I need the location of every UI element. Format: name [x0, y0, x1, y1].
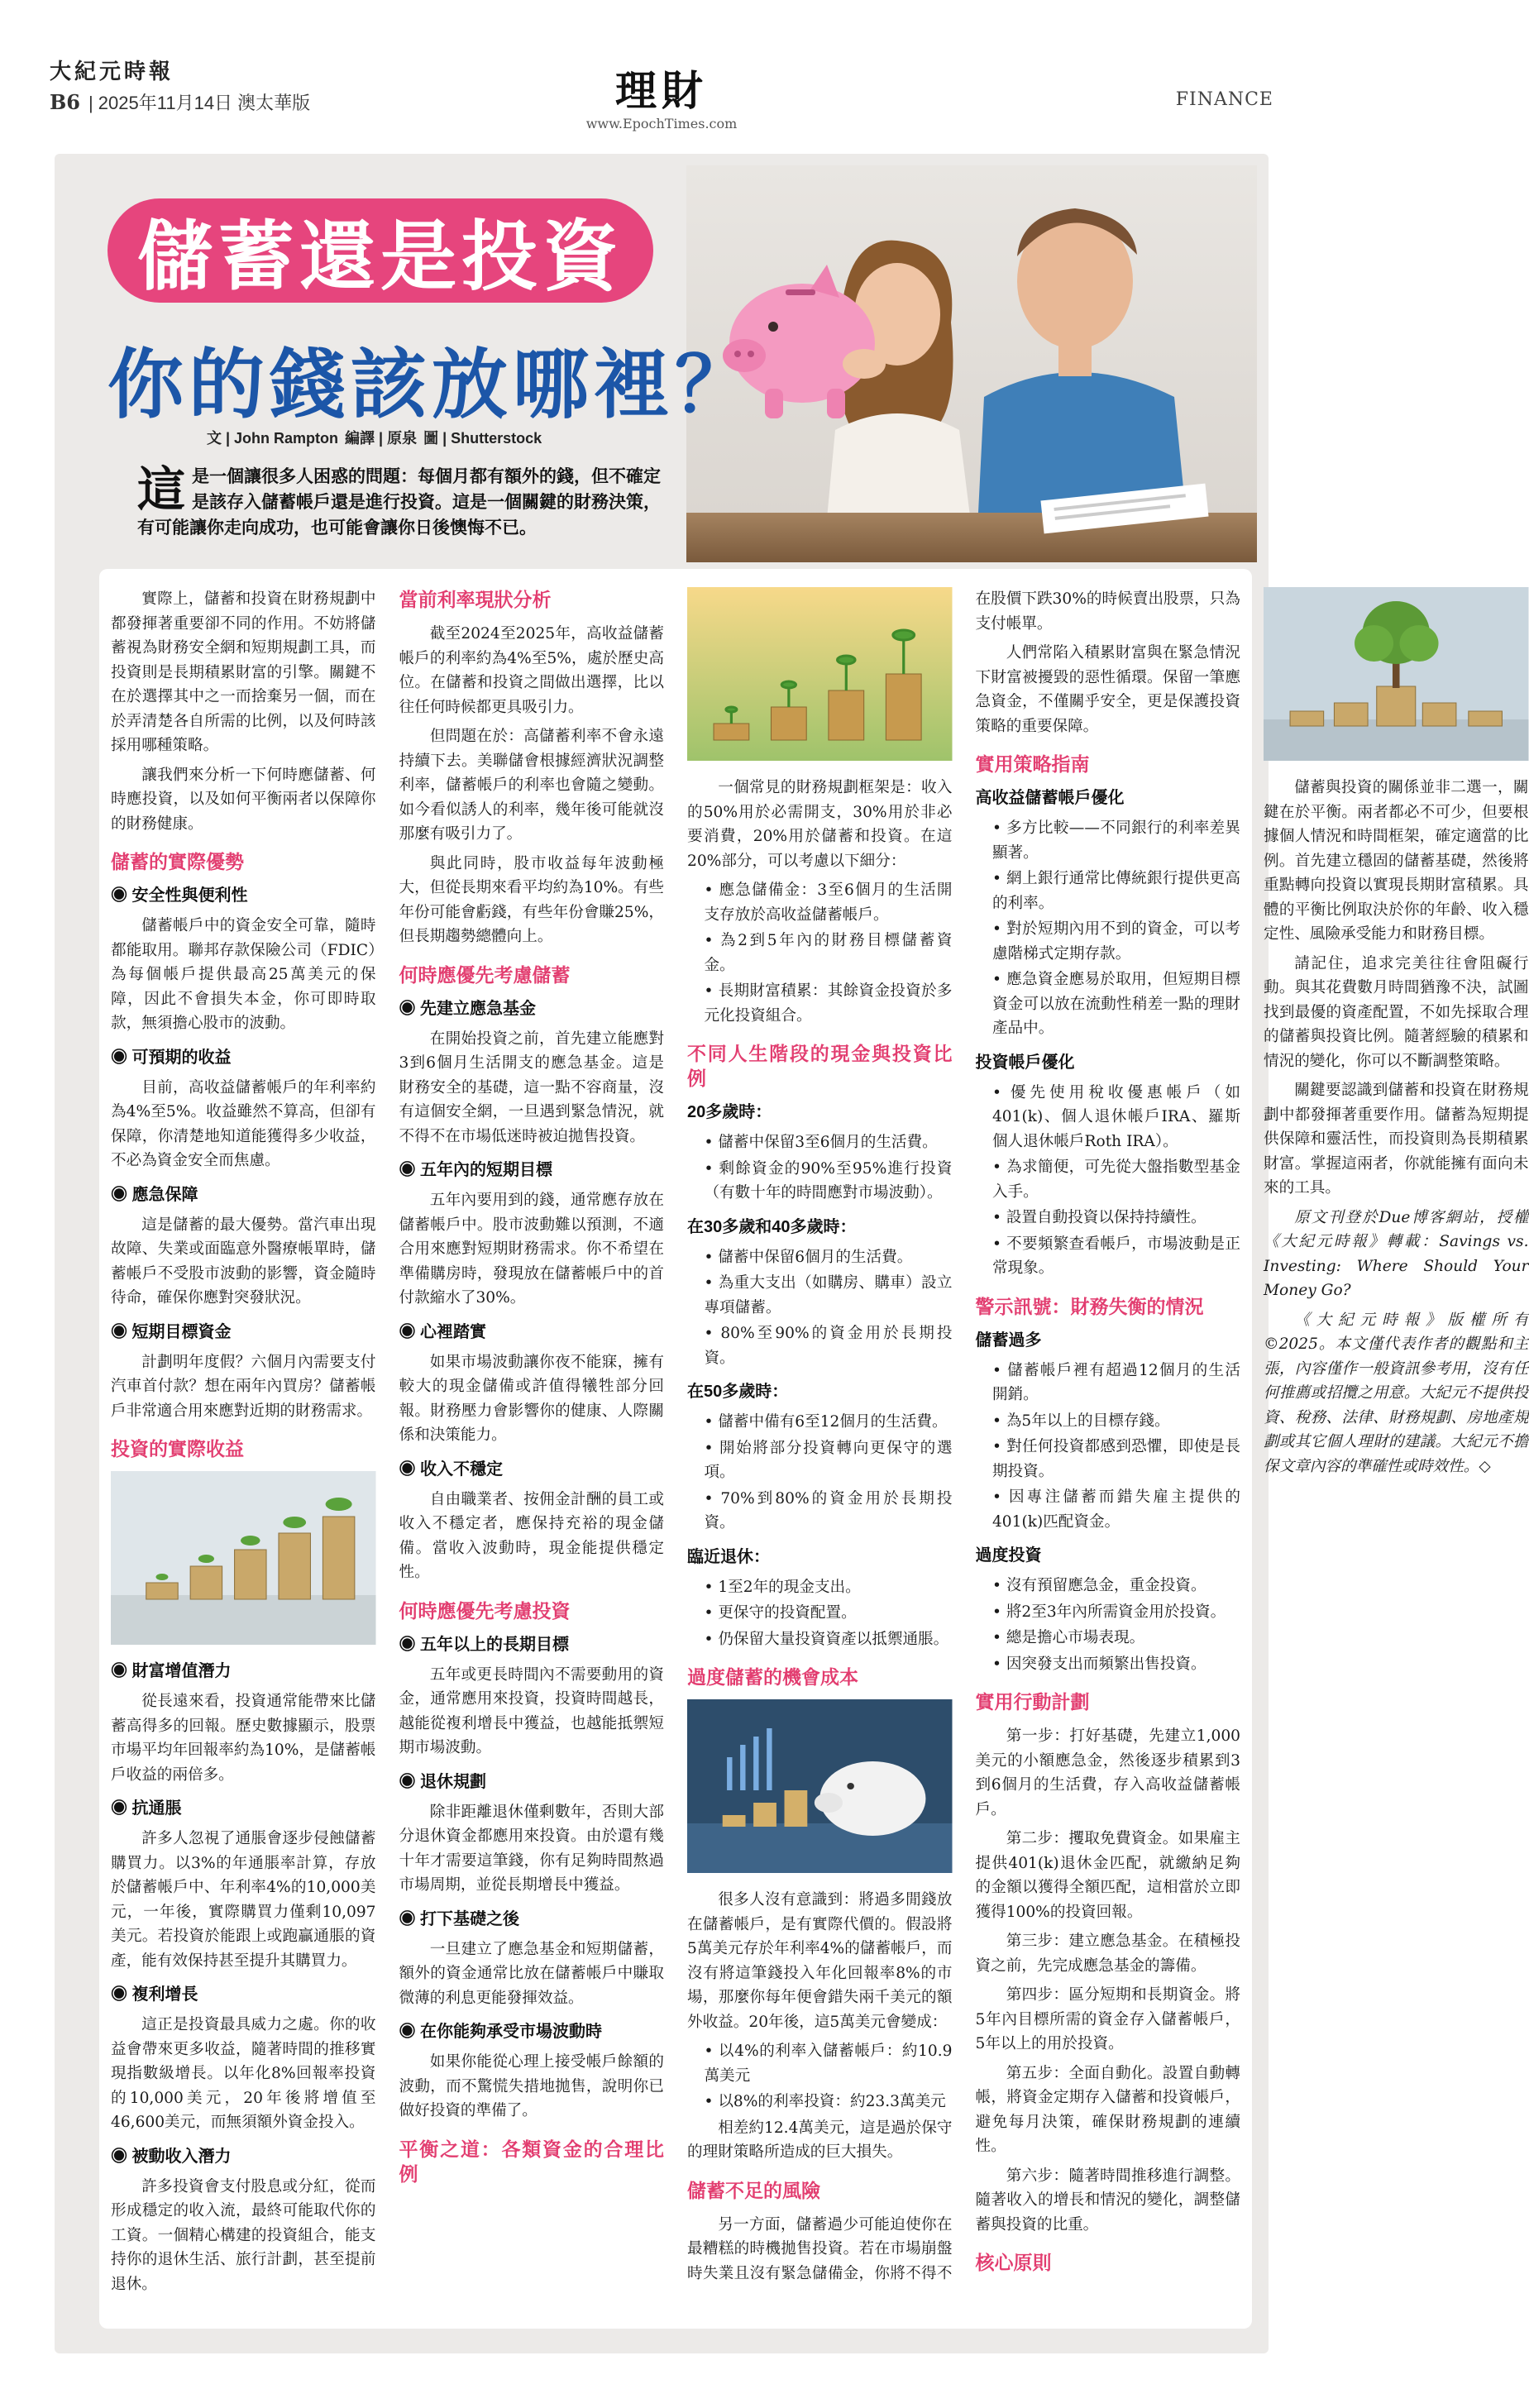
- article-columns: [111, 587, 1529, 2315]
- subheading: 過度投資: [975, 1546, 1042, 1565]
- subheading: ◉ 收入不穩定: [399, 1460, 504, 1479]
- subheading: ◉ 抗通脹: [111, 1799, 182, 1818]
- subheading: 臨近退休：: [687, 1547, 770, 1566]
- paragraph: 實際上，儲蓄和投資在財務規劃中都發揮著重要卻不同的作用。不妨將儲蓄視為財務安全網和短期規劃工具，而投資則是長期積累財富的引擎。關鍵不在於選擇其中之一而捨棄另一個，而在於弄清楚各自所需的比例，以及何時該採用哪種策略。: [111, 590, 376, 754]
- bullet-item: • 對任何投資都感到恐懼，即使是長期投資。: [991, 1438, 1240, 1480]
- bullet-item: • 長期財富積累：其餘資金投資於多元化投資組合。: [704, 982, 953, 1025]
- bullet-item: • 70%到80%的資金用於長期投資。: [704, 1489, 953, 1531]
- section-heading: 何時應優先考慮儲蓄: [399, 963, 571, 986]
- bullet-item: • 因專注儲蓄而錯失雇主提供的401(k)匹配資金。: [991, 1488, 1240, 1531]
- subheading: ◉ 複利增長: [111, 1985, 198, 2004]
- hero-photo: [686, 165, 1257, 562]
- section-heading: 實用策略指南: [975, 753, 1090, 775]
- paragraph: 一個常見的財務規劃框架是：收入的50%用於必需開支，30%用於非必要消費，20%用於儲蓄和投資。在這20%部分，可以考慮以下細分：: [687, 779, 953, 870]
- coins-sunset-image: [687, 587, 953, 761]
- paragraph: 請記住，追求完美往往會阻礙行動。與其花費數月時間猶豫不決，試圖找到最優的資產配置，不如先採取合理的儲蓄與投資比例。隨著經驗的積累和情況的變化，你可以不斷調整策略。: [1264, 954, 1529, 1070]
- title-pill: [108, 198, 653, 303]
- subheading: ◉ 五年以上的長期目標: [399, 1635, 570, 1654]
- bullet-item: • 1至2年的現金支出。: [704, 1578, 861, 1596]
- copyright-note: 《大紀元時報》版權所有©2025。本文僅代表作者的觀點和主張，內容僅作一般資訊參考用，沒有任何推薦或招攬之用意。大紀元不提供投資、稅務、法律、財務規劃、房地產規劃或其它個人理財的建議。大紀元不擔保文章內容的準確性或時效性。◇: [1264, 1311, 1529, 1475]
- drop-cap: 這: [137, 461, 186, 518]
- section-heading: 平衡之道：各類資金的合理比例: [399, 2138, 664, 2185]
- bullet-item: • 優先使用稅收優惠帳戶（如401(k)、個人退休帳戶IRA、羅斯個人退休帳戶Roth IRA）。: [991, 1083, 1240, 1150]
- bullet-item: • 儲蓄中備有6至12個月的生活費。: [704, 1413, 948, 1431]
- bullet-item: • 仍保留大量投資資產以抵禦通脹。: [704, 1630, 949, 1648]
- section-heading: 核心原則: [975, 2252, 1052, 2273]
- paragraph: 在開始投資之前，首先建立能應對3到6個月生活開支的應急基金。這是財務安全的基礎，這一點不容商量，沒有這個安全網，一旦遇到緊急情況，就不得不在市場低迷時被迫拋售投資。: [399, 1030, 664, 1145]
- brand-logo: 大紀元時報: [50, 60, 174, 84]
- paragraph: 很多人沒有意識到：將過多閒錢放在儲蓄帳戶，是有實際代價的。假設將5萬美元存於年利率4%的儲蓄帳戶，而沒有將這筆錢投入年化回報率8%的市場，那麼你每年便會錯失兩千美元的額外收益。20年後，這5萬美元會變成：: [687, 1891, 953, 2031]
- paragraph: 這正是投資最具威力之處。你的收益會帶來更多收益，隨著時間的推移實現指數級增長。以年化8%回報率投資的10,000美元，20年後將增值至46,600美元，而無須額外資金投入。: [111, 2016, 376, 2131]
- subheading: ◉ 應急保障: [111, 1185, 198, 1204]
- byline-translator: 編譯 | 原泉: [345, 430, 418, 447]
- byline: [207, 427, 542, 448]
- paragraph: 與此同時，股市收益每年波動極大，但從長期來看平均約為10%。有些年份可能會虧錢，有些年份會賺25%，但長期趨勢總體向上。: [399, 854, 664, 945]
- bullet-item: • 為重大支出（如購房、購車）設立專項儲蓄。: [704, 1274, 953, 1316]
- website-url[interactable]: www.EpochTimes.com: [585, 116, 738, 131]
- section-heading: 警示訊號：財務失衡的情況: [975, 1295, 1204, 1317]
- subheading: 在50多歲時：: [687, 1383, 789, 1401]
- byline-photo: 圖 | Shutterstock: [423, 430, 542, 447]
- subheading: ◉ 先建立應急基金: [399, 999, 537, 1018]
- section-title: 理財: [615, 66, 708, 115]
- paragraph: 自由職業者、按佣金計酬的員工或收入不穩定者，應保持充裕的現金儲備。當收入波動時，現金能提供穩定性。: [399, 1490, 664, 1581]
- paragraph: 這是儲蓄的最大優勢。當汽車出現故障、失業或面臨意外醫療帳單時，儲蓄帳戶不受股市波動的影響，資金隨時待命，確保你應對突發狀況。: [111, 1216, 376, 1307]
- subheading: ◉ 五年內的短期目標: [399, 1161, 553, 1179]
- bullet-item: • 網上銀行通常比傳統銀行提供更高的利率。: [991, 870, 1240, 912]
- lead-paragraph: [137, 463, 667, 540]
- paragraph: 如果你能從心理上接受帳戶餘額的波動，而不驚慌失措地拋售，說明你已做好投資的準備了。: [399, 2053, 664, 2119]
- masthead: [50, 55, 1273, 146]
- subheading: 20多歲時：: [687, 1103, 772, 1121]
- paragraph: 計劃明年度假？六個月內需要支付汽車首付款？想在兩年內買房？儲蓄帳戶非常適合用來應對近期的財務需求。: [111, 1353, 376, 1420]
- bullet-item: • 不要頻繁查看帳戶，市場波動是正常現象。: [991, 1235, 1240, 1277]
- bullet-item: • 因突發支出而頻繁出售投資。: [991, 1655, 1206, 1673]
- bullet-item: • 剩餘資金的90%至95%進行投資（有數十年的時間應對市場波動）。: [704, 1159, 953, 1202]
- subheading: ◉ 退休規劃: [399, 1772, 487, 1791]
- subheading: ◉ 財富增值潛力: [111, 1662, 232, 1680]
- lead-text: 是一個讓很多人困惑的問題：每個月都有額外的錢，但不確定是該存入儲蓄帳戶還是進行投資。這是一個關鍵的財務決策，有可能讓你走向成功，也可能會讓你日後懊悔不已。: [137, 466, 662, 538]
- bullet-item: • 對於短期內用不到的資金，可以考慮階梯式定期存款。: [991, 920, 1240, 963]
- paragraph: 儲蓄與投資的關係並非二選一，關鍵在於平衡。兩者都必不可少，但要根據個人情況和時間框架，確定適當的比例。首先建立穩固的儲蓄基礎，然後將重點轉向投資以實現長期財富積累。具體的平衡比例取決於你的年齡、收入穩定性、風險承受能力和財務目標。: [1264, 779, 1529, 943]
- source-note: 原文刊登於Due博客網站，授權《大紀元時報》轉載：Savings vs. Investing: Where Should Your Money Go?: [1264, 1208, 1529, 1299]
- bullet-item: • 設置自動投資以保持持續性。: [991, 1209, 1206, 1226]
- paragraph: 許多投資會支付股息或分紅，從而形成穩定的收入流，最終可能取代你的工資。一個精心構建的投資組合，能支持你的退休生活、旅行計劃，甚至提前退休。: [111, 2177, 376, 2293]
- paragraph: 關鍵要認識到儲蓄和投資在財務規劃中都發揮著重要作用。儲蓄為短期提供保障和靈活性，而投資則為長期積累財富。掌握這兩者，你就能擁有面向未來的工具。: [1264, 1082, 1529, 1197]
- subheading: 在30多歲和40多歲時：: [687, 1217, 857, 1236]
- section-heading: 何時應優先考慮投資: [399, 1599, 571, 1622]
- bullet-item: • 更保守的投資配置。: [704, 1604, 857, 1622]
- paragraph: 五年內要用到的錢，通常應存放在儲蓄帳戶中。股市波動難以預測，不適合用來應對短期財務需求。你不希望在準備購房時，發現放在儲蓄帳戶中的首付款縮水了30%。: [399, 1192, 664, 1307]
- section-heading: 不同人生階段的現金與投資比例: [687, 1043, 953, 1089]
- paragraph: 目前，高收益儲蓄帳戶的年利率約為4%至5%。收益雖然不算高，但卻有保障，你清楚地知道能獲得多少收益，不必為資金安全而焦慮。: [111, 1078, 376, 1169]
- byline-author: 文 | John Rampton: [207, 430, 339, 447]
- paragraph: 第二步：攫取免費資金。如果雇主提供401(k)退休金匹配，就繳納足夠的金額以獲得全額匹配，這相當於立即獲得100%的投資回報。: [975, 1830, 1240, 1921]
- bullet-item: • 以8%的利率投資：約23.3萬美元: [704, 2093, 946, 2110]
- paragraph: 讓我們來分析一下何時應儲蓄、何時應投資，以及如何平衡兩者以保障你的財務健康。: [111, 766, 376, 833]
- bullet-item: • 為2到5年內的財務目標儲蓄資金。: [704, 932, 953, 974]
- paragraph: 如果市場波動讓你夜不能寐，擁有較大的現金儲備或許值得犧牲部分回報。財務壓力會影響你的健康、人際關係和決策能力。: [399, 1353, 664, 1444]
- paragraph: 第四步：區分短期和長期資金。將5年內目標所需的資金存入儲蓄帳戶，5年以上的用於投資。: [975, 1986, 1240, 2052]
- coins-plant-image: [111, 1471, 376, 1645]
- section-heading: 過度儲蓄的機會成本: [687, 1666, 858, 1688]
- section-heading: 儲蓄的實際優勢: [111, 851, 244, 872]
- bullet-item: • 總是擔心市場表現。: [991, 1629, 1145, 1646]
- paragraph: 儲蓄帳戶中的資金安全可靠，隨時都能取用。聯邦存款保險公司（FDIC）為每個帳戶提供最高25萬美元的保障，因此不會損失本金，你可即時取款，無須擔心股市的波動。: [111, 917, 376, 1032]
- subheading: ◉ 在你能夠承受市場波動時: [399, 2023, 603, 2041]
- paragraph: 另一方面，儲蓄過少可能迫使你在最糟糕的時機拋售投資。若在市場崩盤時失業且沒有緊急儲備金，你將不得不在股價下跌30%的時候賣出股票，只為支付帳單。: [687, 590, 1240, 2282]
- page-number: B6: [50, 90, 80, 114]
- subheading: 投資帳戶優化: [975, 1053, 1075, 1072]
- subheading: 儲蓄過多: [975, 1331, 1042, 1350]
- subheading: ◉ 可預期的收益: [111, 1048, 232, 1067]
- tree-coins-image: [1264, 587, 1529, 761]
- page-info: [50, 89, 310, 115]
- paragraph: 從長遠來看，投資通常能帶來比儲蓄高得多的回報。歷史數據顯示，股票市場平均年回報率約為10%，是儲蓄帳戶收益的兩倍多。: [111, 1693, 376, 1784]
- paragraph: 人們常陷入積累財富與在緊急情況下財富被擾毀的惡性循環。保留一筆應急資金，不僅關乎安全，更是保護投資策略的重要保障。: [975, 644, 1240, 735]
- subheading: ◉ 被動收入潛力: [111, 2147, 232, 2166]
- section-heading: 儲蓄不足的風險: [687, 2179, 820, 2201]
- piggy-bank-image: [687, 1699, 953, 1873]
- subheadline: 你的錢該放哪裡？: [108, 343, 757, 428]
- subheading: ◉ 打下基礎之後: [399, 1909, 520, 1928]
- bullet-item: • 沒有預留應急金，重金投資。: [991, 1577, 1206, 1594]
- bullet-item: • 多方比較——不同銀行的利率差異顯著。: [991, 819, 1240, 862]
- subheading: ◉ 心裡踏實: [399, 1322, 487, 1341]
- bullet-item: • 應急資金應易於取用，但短期目標資金可以放在流動性稍差一點的理財產品中。: [991, 971, 1240, 1037]
- paragraph: 但問題在於：高儲蓄利率不會永遠持續下去。美聯儲會根據經濟狀況調整利率，儲蓄帳戶的利率也會隨之變動。如今看似誘人的利率，幾年後可能就沒那麼有吸引力了。: [399, 728, 664, 843]
- section-heading: 實用行動計劃: [975, 1691, 1090, 1713]
- section-heading: 投資的實際收益: [111, 1438, 244, 1460]
- bullet-item: • 儲蓄帳戶裡有超過12個月的生活開銷。: [991, 1361, 1240, 1403]
- subheading: ◉ 短期目標資金: [111, 1322, 232, 1341]
- paragraph: 第五步：全面自動化。設置自動轉帳，將資金定期存入儲蓄和投資帳戶，避免每月決策，確保財務規劃的連續性。: [975, 2064, 1240, 2155]
- paragraph: 五年或更長時間內不需要動用的資金，通常應用來投資，投資時間越長，越能從複利增長中獲益，也越能抵禦短期市場波動。: [399, 1665, 664, 1756]
- subheading: 高收益儲蓄帳戶優化: [975, 789, 1125, 807]
- paragraph: 第六步：隨著時間推移進行調整。隨著收入的增長和情況的變化，調整儲蓄與投資的比重。: [975, 2167, 1240, 2234]
- paragraph: 一旦建立了應急基金和短期儲蓄，額外的資金通常比放在儲蓄帳戶中賺取微薄的利息更能發揮效益。: [399, 1940, 664, 2007]
- article-body: [99, 569, 1529, 2329]
- paragraph: 除非距離退休僅剩數年，否則大部分退休資金都應用來投資。由於還有幾十年才需要這筆錢，你有足夠時間熬過市場周期，並從長期增長中獲益。: [399, 1803, 664, 1894]
- section-label-en: FINANCE: [1175, 89, 1273, 110]
- edition-date: | 2025年11月14日 澳太華版: [88, 93, 311, 113]
- bullet-item: • 為求簡便，可先從大盤指數型基金入手。: [991, 1159, 1240, 1201]
- paragraph: 第三步：建立應急基金。在積極投資之前，先完成應急基金的籌備。: [975, 1933, 1240, 1975]
- paragraph: 第一步：打好基礎，先建立1,000美元的小額應急金，然後逐步積累到3到6個月的生活費，存入高收益儲蓄帳戶。: [975, 1727, 1240, 1818]
- bullet-item: • 以4%的利率入儲蓄帳戶：約10.9萬美元: [704, 2042, 953, 2085]
- bullet-item: • 儲蓄中保留3至6個月的生活費。: [704, 1134, 938, 1151]
- bullet-item: • 將2至3年內所需資金用於投資。: [991, 1603, 1226, 1621]
- subheading: ◉ 安全性與便利性: [111, 886, 248, 905]
- bullet-item: • 80%至90%的資金用於長期投資。: [704, 1325, 953, 1367]
- paragraph: 截至2024至2025年，高收益儲蓄帳戶的利率約為4%至5%，處於歷史高位。在儲蓄和投資之間做出選擇，比以往任何時候都更具吸引力。: [399, 625, 664, 716]
- bullet-item: • 開始將部分投資轉向更保守的選項。: [704, 1439, 953, 1481]
- bullet-item: • 應急儲備金：3至6個月的生活開支存放於高收益儲蓄帳戶。: [704, 882, 953, 924]
- bullet-item: • 為5年以上的目標存錢。: [991, 1412, 1170, 1430]
- paragraph: 相差約12.4萬美元，這是過於保守的理財策略所造成的巨大損失。: [687, 2119, 953, 2161]
- bullet-item: • 儲蓄中保留6個月的生活費。: [704, 1248, 913, 1266]
- section-heading: 當前利率現狀分析: [399, 589, 552, 610]
- headline: 儲蓄還是投資: [137, 215, 624, 299]
- paragraph: 許多人忽視了通脹會逐步侵蝕儲蓄購買力。以3%的年通脹率計算，存放於儲蓄帳戶中、年利率4%的10,000美元，一年後，實際購買力僅剩10,097美元。若投資於能跟上或跑贏通脹的資產，能有效保持甚至提升其購買力。: [111, 1830, 376, 1970]
